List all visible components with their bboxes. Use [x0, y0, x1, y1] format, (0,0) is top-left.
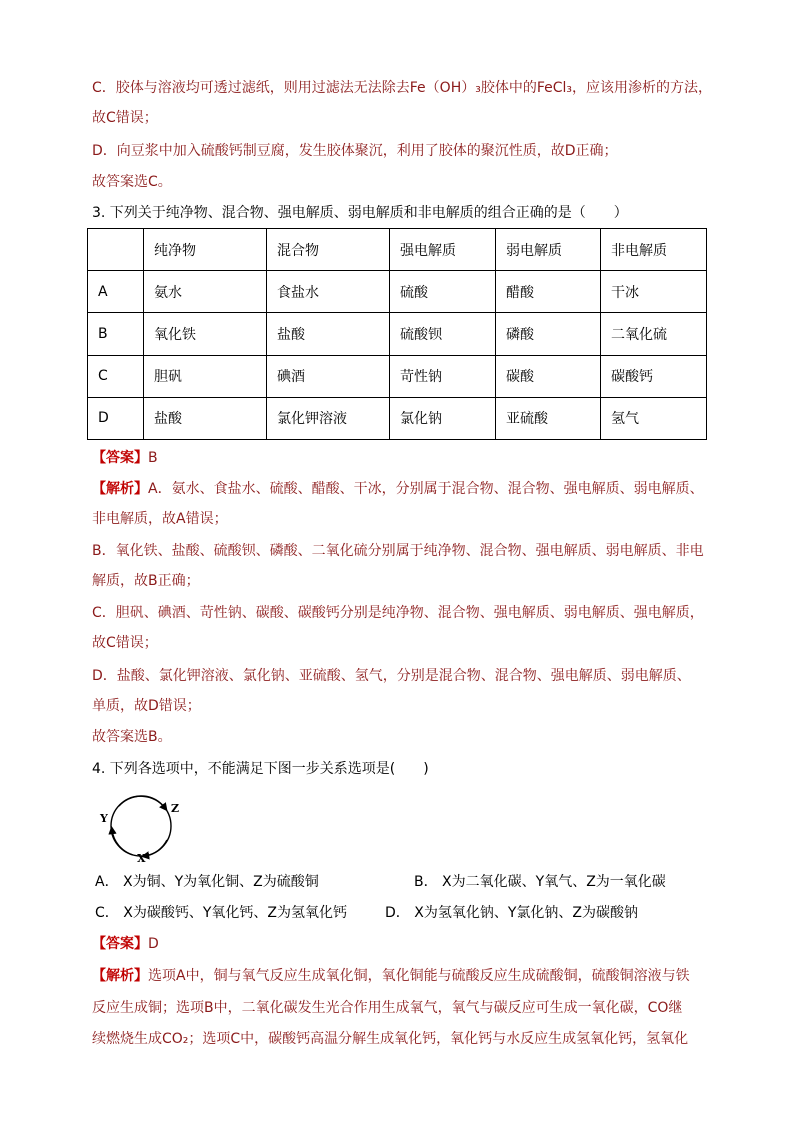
table-cell: 混合物 — [267, 229, 390, 271]
label-z: Z — [171, 802, 180, 815]
q4-option-d: D． X为氢氧化钠、Y氯化钠、Z为碳酸钠 — [385, 905, 638, 921]
table-cell: 氯化钠 — [390, 397, 496, 439]
q3-analysis-a2: 非电解质，故A错误； — [92, 511, 228, 527]
q3-analysis-c2: 故C错误； — [92, 635, 158, 651]
q4-option-b: B． X为二氧化碳、Y氧气、Z为一氧化碳 — [414, 874, 666, 890]
table-row — [88, 355, 707, 397]
cycle-diagram — [97, 790, 189, 862]
option-c-explanation-line2: 故C错误； — [92, 110, 158, 126]
label-x: X — [137, 852, 146, 862]
table-cell: 食盐水 — [267, 271, 390, 313]
question-3-stem: 3. 下列关于纯净物、混合物、强电解质、弱电解质和非电解质的组合正确的是（ ） — [92, 205, 628, 221]
q3-analysis-d2: 单质，故D错误； — [92, 698, 201, 714]
q4-answer-line — [92, 934, 159, 954]
arrow-y-to-z — [119, 796, 165, 808]
q3-analysis-c1: C．胆矾、碘酒、苛性钠、碳酸、碳酸钙分别是纯净物、混合物、强电解质、弱电解质、强电解质， — [92, 605, 704, 621]
question-4-stem: 4. 下列各选项中，不能满足下图一步关系选项是( ) — [92, 761, 429, 777]
table-cell: 干冰 — [601, 271, 707, 313]
table-cell: 非电解质 — [601, 229, 707, 271]
arrow-z-to-x — [145, 840, 167, 856]
table-cell: 醋酸 — [496, 271, 601, 313]
table-cell: 二氧化硫 — [601, 313, 707, 355]
q3-analysis-b2: 解质，故B正确； — [92, 573, 200, 589]
q4-analysis-line1 — [92, 966, 690, 986]
table-cell: 亚硫酸 — [496, 397, 601, 439]
q4-analysis-line3: 续燃烧生成CO₂；选项C中，碳酸钙高温分解生成氧化钙，氧化钙与水反应生成氢氧化钙，氢氧化 — [92, 1031, 689, 1047]
option-c-explanation-line1: C．胶体与溶液均可透过滤纸，则用过滤法无法除去Fe（OH）₃胶体中的FeCl₃，应该用渗析的方法， — [92, 80, 713, 96]
table-cell: 强电解质 — [390, 229, 496, 271]
table-cell: 碳酸钙 — [601, 355, 707, 397]
table-cell: 氯化钾溶液 — [267, 397, 390, 439]
answer-value: B — [148, 450, 158, 466]
analysis-text: A．氨水、食盐水、硫酸、醋酸、干冰，分别属于混合物、混合物、强电解质、弱电解质、 — [148, 481, 704, 497]
table-row — [88, 397, 707, 439]
analysis-tag: 【解析】 — [92, 968, 148, 984]
answer-tag: 【答案】 — [92, 936, 148, 952]
q3-analysis-d1: D．盐酸、氯化钾溶液、氯化钠、亚硫酸、氢气，分别是混合物、混合物、强电解质、弱电解质、 — [92, 668, 691, 684]
table-cell: 硫酸 — [390, 271, 496, 313]
table-cell: 氢气 — [601, 397, 707, 439]
row-label-cell: D — [88, 397, 144, 439]
table-cell: 盐酸 — [144, 397, 267, 439]
table-cell: 胆矾 — [144, 355, 267, 397]
answer-tag: 【答案】 — [92, 450, 148, 466]
table-cell: 磷酸 — [496, 313, 601, 355]
row-label-cell — [88, 229, 144, 271]
table-header-row — [88, 229, 707, 271]
table-cell: 纯净物 — [144, 229, 267, 271]
q4-analysis-line2: 反应生成铜；选项B中，二氧化碳发生光合作用生成氧气，氧气与碳反应可生成一氧化碳，CO继 — [92, 1000, 683, 1016]
classification-table — [87, 228, 707, 440]
answer-value: D — [148, 936, 159, 952]
table-cell: 碳酸 — [496, 355, 601, 397]
table-cell: 盐酸 — [267, 313, 390, 355]
label-y: Y — [100, 812, 108, 825]
table-cell: 碘酒 — [267, 355, 390, 397]
table-row — [88, 313, 707, 355]
table-cell: 弱电解质 — [496, 229, 601, 271]
row-label-cell: A — [88, 271, 144, 313]
table-cell: 氨水 — [144, 271, 267, 313]
q4-option-c: C． X为碳酸钙、Y氧化钙、Z为氢氧化钙 — [95, 905, 347, 921]
table-cell: 氧化铁 — [144, 313, 267, 355]
option-d-explanation: D．向豆浆中加入硫酸钙制豆腐，发生胶体聚沉，利用了胶体的聚沉性质，故D正确； — [92, 143, 618, 159]
table-cell: 苛性钠 — [390, 355, 496, 397]
table-row — [88, 271, 707, 313]
analysis-tag: 【解析】 — [92, 481, 148, 497]
q4-option-a: A． X为铜、Y为氧化铜、Z为硫酸铜 — [95, 874, 319, 890]
row-label-cell: C — [88, 355, 144, 397]
q3-analysis-a1 — [92, 479, 704, 499]
table-cell: 硫酸钡 — [390, 313, 496, 355]
analysis-text: 选项A中，铜与氧气反应生成氧化铜，氧化铜能与硫酸反应生成硫酸铜，硫酸铜溶液与铁 — [148, 968, 690, 984]
q3-analysis-b1: B．氧化铁、盐酸、硫酸钡、磷酸、二氧化硫分别属于纯净物、混合物、强电解质、弱电解质、非电 — [92, 543, 704, 559]
q3-answer-line — [92, 448, 158, 468]
previous-final-answer: 故答案选C。 — [92, 174, 172, 190]
row-label-cell: B — [88, 313, 144, 355]
q3-final-answer: 故答案选B。 — [92, 729, 172, 745]
